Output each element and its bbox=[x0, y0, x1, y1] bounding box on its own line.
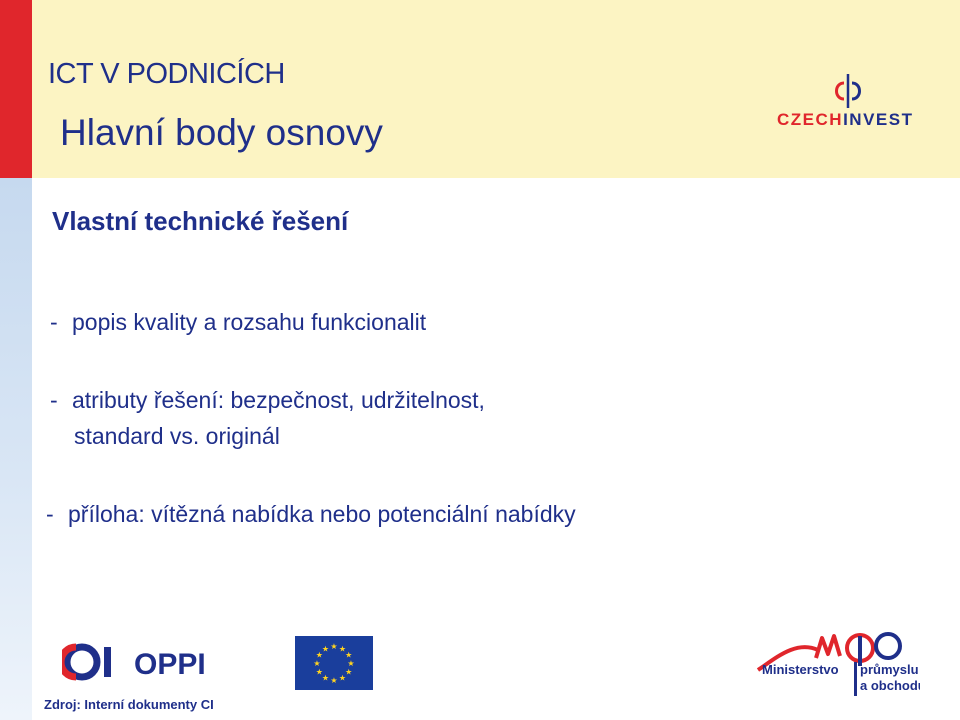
eu-star-icon: ★ bbox=[330, 642, 338, 651]
eu-star-icon: ★ bbox=[315, 650, 323, 660]
czechinvest-text-right: INVEST bbox=[843, 110, 914, 129]
mpo-text-line1: Ministerstvo bbox=[762, 662, 839, 677]
eu-star-icon: ★ bbox=[347, 659, 355, 668]
accent-bar bbox=[0, 0, 32, 178]
eu-star-icon: ★ bbox=[345, 650, 353, 660]
bullet-item bbox=[50, 305, 426, 339]
bullet-dash: - bbox=[46, 501, 54, 527]
eu-star-icon: ★ bbox=[321, 673, 330, 683]
bullet-text-continued: standard vs. originál bbox=[74, 423, 280, 449]
bullet-dash: - bbox=[50, 309, 58, 335]
eu-flag-icon bbox=[295, 636, 373, 690]
bullet-item bbox=[46, 497, 576, 531]
bullet-dash: - bbox=[50, 387, 58, 413]
bullet-text: atributy řešení: bezpečnost, udržitelnost, bbox=[72, 387, 485, 413]
czechinvest-text-left: CZECH bbox=[777, 110, 844, 129]
oppi-logo bbox=[62, 634, 226, 684]
mpo-text-line2: průmyslu bbox=[860, 662, 919, 677]
eu-star-icon: ★ bbox=[315, 667, 323, 677]
oppi-text: OPPI bbox=[134, 648, 206, 681]
bullet-item bbox=[50, 383, 485, 417]
eu-star-icon: ★ bbox=[345, 667, 353, 677]
mpo-text-line3: a obchodu bbox=[860, 678, 920, 693]
eu-star-icon: ★ bbox=[338, 673, 347, 683]
bullet-text: příloha: vítězná nabídka nebo potenciální nabídky bbox=[68, 501, 576, 527]
slide-title: Hlavní body osnovy bbox=[60, 112, 383, 153]
svg-text:CZECHINVEST bbox=[777, 110, 913, 129]
source-note: Zdroj: Interní dokumenty CI bbox=[44, 697, 214, 712]
side-gradient-bar bbox=[0, 178, 32, 720]
eu-star-icon: ★ bbox=[330, 676, 338, 685]
mpo-logo bbox=[756, 628, 920, 698]
bullet-text: popis kvality a rozsahu funkcionalit bbox=[72, 309, 427, 335]
section-title: Vlastní technické řešení bbox=[52, 206, 349, 236]
czechinvest-logo bbox=[776, 70, 926, 132]
slide-subject: ICT V PODNICÍCH bbox=[48, 58, 285, 90]
eu-star-icon: ★ bbox=[338, 644, 347, 654]
eu-star-icon: ★ bbox=[313, 659, 321, 668]
eu-star-icon: ★ bbox=[321, 644, 330, 654]
